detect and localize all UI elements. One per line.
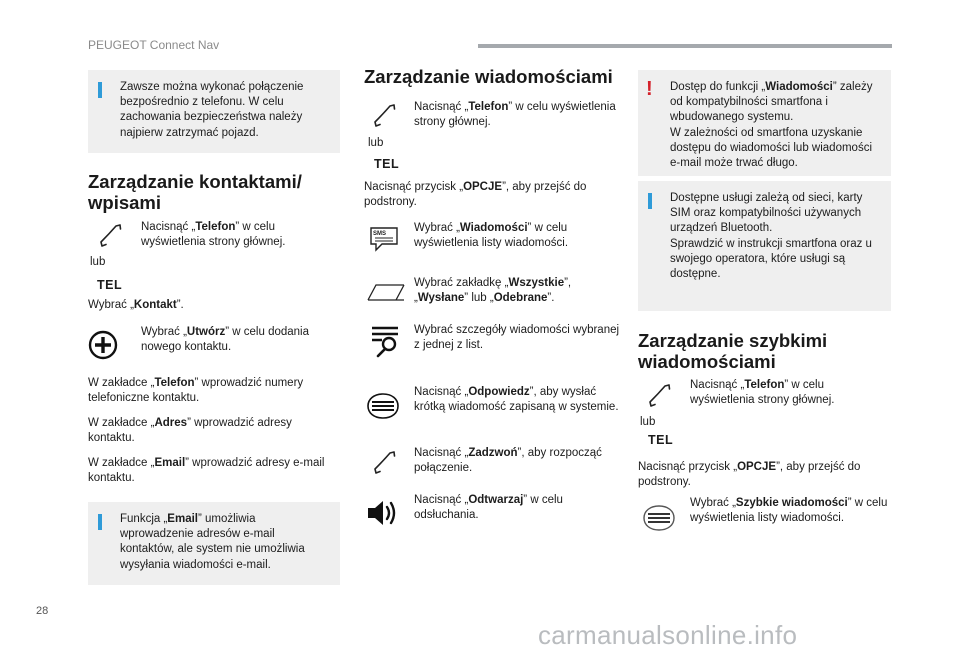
info-note-services bbox=[638, 181, 891, 311]
step-szybkie: Wybrać „Szybkie wiadomości” w celu wyświetlenia listy wiadomości. bbox=[690, 497, 888, 525]
or-label: lub bbox=[640, 416, 656, 428]
step-odtwarzaj: Nacisnąć „Odtwarzaj” w celu odsłuchania. bbox=[414, 494, 563, 522]
step-details: Wybrać szczegóły wiadomości wybranej z jednej z list. bbox=[414, 324, 620, 352]
paragraph-telefon: W zakładce „Telefon” wprowadzić numery telefoniczne kontaktu. bbox=[88, 377, 304, 405]
header-rule bbox=[478, 44, 892, 48]
paragraph-opcje: Nacisnąć przycisk „OPCJE”, aby przejść do podstrony. bbox=[638, 461, 861, 489]
tel-button-label: TEL bbox=[374, 157, 400, 171]
step-telefon: Nacisnąć „Telefon” w celu wyświetlenia strony głównej. bbox=[141, 221, 286, 249]
section-heading-contacts: Zarządzanie kontaktami/ wpisami bbox=[88, 171, 302, 214]
note-text: Dostępne usługi zależą od sieci, karty SIM oraz kompatybilności używanych urządzeń Bluetooth. Sprawdzić w instrukcji smartfona oraz u swojego operatora, które usługi są dostępne. bbox=[670, 192, 872, 280]
note-text: Dostęp do funkcji „Wiadomości” zależy od kompatybilności smartfona i wbudowanego systemu. W zależności od smartfona uzyskanie dostępu do wiadomości lub wiadomości e-mail może trwać długo. bbox=[670, 81, 873, 169]
running-header: PEUGEOT Connect Nav bbox=[88, 38, 220, 52]
or-label: lub bbox=[90, 256, 106, 268]
phone-handset-icon bbox=[648, 382, 672, 408]
add-plus-icon bbox=[88, 330, 118, 360]
sms-label: SMS bbox=[373, 231, 387, 237]
paragraph-email: W zakładce „Email” wprowadzić adresy e-mail kontaktu. bbox=[88, 457, 325, 485]
paragraph-kontakt: Wybrać „Kontakt”. bbox=[88, 299, 184, 311]
info-icon bbox=[98, 514, 102, 530]
step-telefon: Nacisnąć „Telefon” w celu wyświetlenia strony głównej. bbox=[690, 379, 835, 407]
tab-selector-icon bbox=[366, 282, 406, 302]
paragraph-opcje: Nacisnąć przycisk „OPCJE”, aby przejść do podstrony. bbox=[364, 181, 587, 209]
step-telefon: Nacisnąć „Telefon” w celu wyświetlenia strony głównej. bbox=[414, 101, 616, 129]
tel-button-label: TEL bbox=[97, 278, 123, 292]
reply-message-icon bbox=[366, 392, 400, 422]
watermark: carmanualsonline.info bbox=[538, 620, 798, 649]
sms-bubble-icon bbox=[368, 225, 400, 253]
note-text: Zawsze można wykonać połączenie bezpośrednio z telefonu. W celu zachowania bezpieczeństwa należy najpierw zatrzymać pojazd. bbox=[120, 81, 304, 139]
section-heading-quick-messages: Zarządzanie szybkimi wiadomościami bbox=[638, 330, 828, 373]
info-note-email bbox=[88, 502, 340, 585]
step-tabs: Wybrać zakładkę „Wszystkie”, „Wysłane” lub „Odebrane”. bbox=[414, 277, 572, 305]
note-text: Funkcja „Email” umożliwia wprowadzenie adresów e-mail kontaktów, ale system nie umożliwia wysyłania wiadomości e-mail. bbox=[120, 513, 305, 571]
info-icon bbox=[648, 193, 652, 209]
page-number: 28 bbox=[36, 605, 49, 617]
step-zadzwon: Nacisnąć „Zadzwoń”, aby rozpocząć połączenie. bbox=[414, 447, 602, 475]
info-note-safety bbox=[88, 70, 340, 153]
list-search-icon bbox=[368, 322, 402, 358]
warning-note-messages bbox=[638, 70, 891, 176]
paragraph-adres: W zakładce „Adres” wprowadzić adresy kontaktu. bbox=[88, 417, 292, 445]
step-utworz: Wybrać „Utwórz” w celu dodania nowego kontaktu. bbox=[141, 326, 309, 354]
step-wiadomosci: Wybrać „Wiadomości” w celu wyświetlenia listy wiadomości. bbox=[414, 222, 569, 250]
phone-handset-icon bbox=[373, 102, 397, 128]
info-icon bbox=[98, 82, 102, 98]
section-heading-messages: Zarządzanie wiadomościami bbox=[364, 66, 613, 87]
or-label: lub bbox=[368, 137, 384, 149]
tel-button-label: TEL bbox=[648, 433, 674, 447]
warning-icon: ! bbox=[646, 78, 653, 100]
phone-handset-icon bbox=[373, 449, 397, 475]
step-odpowiedz: Nacisnąć „Odpowiedz”, aby wysłać krótką wiadomość zapisaną w systemie. bbox=[414, 386, 619, 414]
phone-handset-icon bbox=[99, 222, 123, 248]
speaker-icon bbox=[366, 498, 400, 528]
quick-message-icon bbox=[642, 504, 676, 534]
